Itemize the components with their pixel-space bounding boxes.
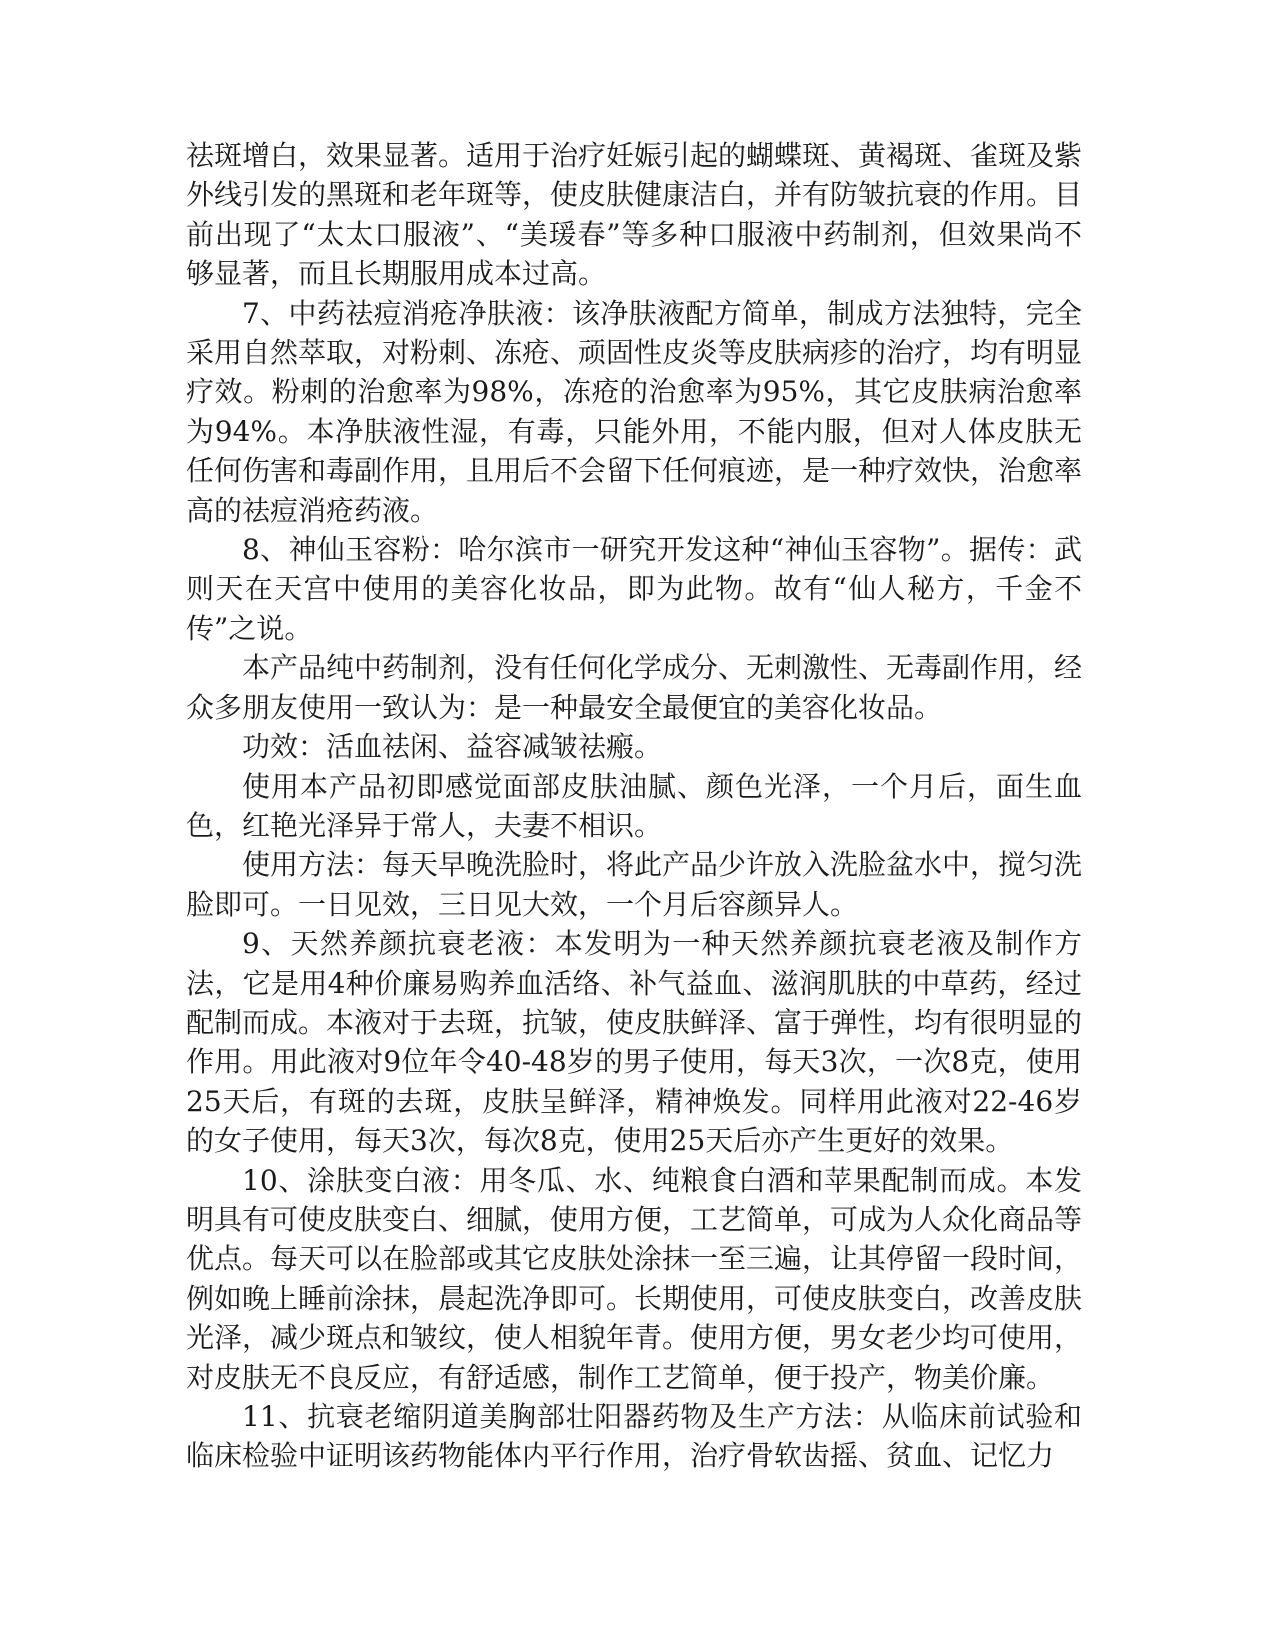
paragraph-usage-method: 使用方法：每天早晚洗脸时，将此产品少许放入洗脸盆水中，搅匀洗脸即可。一日见效，三日见大效，一个月后容颜异人。 <box>186 848 1083 921</box>
paragraph-item-8: 8、神仙玉容粉：哈尔滨市一研究开发这种“神仙玉容物”。据传：武则天在天宫中使用的美容化妆品，即为此物。故有“仙人秘方，千金不传”之说。 <box>186 533 1082 645</box>
paragraph-item-7: 7、中药祛痘消疮净肤液：该净肤液配方简单，制成方法独特，完全采用自然萃取，对粉刺、冻疮、顽固性皮炎等皮肤病疹的治疗，均有明显疗效。粉刺的治愈率为98%，冻疮的治愈率为95%，其它皮肤病治愈率为94%。本净肤液性湿，有毒，只能外用，不能内服，但对人体皮肤无任何伤害和毒副作用，且用后不会留下任何痕迹，是一种疗效快，治愈率高的祛痘消疮药液。 <box>186 296 1083 527</box>
paragraph-efficacy: 功效：活血祛闲、益容减皱祛瘢。 <box>242 730 663 764</box>
paragraph-item-11: 11、抗衰老缩阴道美胸部壮阳器药物及生产方法：从临床前试验和临床检验中证明该药物能体内平行作用，治疗骨软齿摇、贫血、记忆力 <box>186 1400 1082 1473</box>
paragraph-product-description: 本产品纯中药制剂，没有任何化学成分、无刺激性、无毒副作用，经众多朋友使用一致认为：是一种最安全最便宜的美容化妆品。 <box>186 651 1083 724</box>
paragraph-usage-effect: 使用本产品初即感觉面部皮肤油腻、颜色光泽，一个月后，面生血色，红艳光泽异于常人，夫妻不相识。 <box>186 769 1082 842</box>
document-page <box>186 136 1082 1476</box>
paragraph-item-9: 9、天然养颜抗衰老液：本发明为一种天然养颜抗衰老液及制作方法，它是用4种价廉易购养血活络、补气益血、滋润肌肤的中草药，经过配制而成。本液对于去斑，抗皱，使皮肤鲜泽、富于弹性，均有很明显的作用。用此液对9位年令40-48岁的男子使用，每天3次，一次8克，使用25天后，有斑的去斑，皮肤呈鲜泽，精神焕发。同样用此液对22-46岁的女子使用，每天3次，每次8克，使用25天后亦产生更好的效果。 <box>186 927 1083 1158</box>
paragraph-item-10: 10、涂肤变白液：用冬瓜、水、纯粮食白酒和苹果配制而成。本发明具有可使皮肤变白、细腻，使用方便，工艺简单，可成为人众化商品等优点。每天可以在脸部或其它皮肤处涂抹一至三遍，让其停留一段时间，例如晚上睡前涂抹，晨起洗净即可。长期使用，可使皮肤变白，改善皮肤光泽，减少斑点和皱纹，使人相貌年青。使用方便，男女老少均可使用，对皮肤无不良反应，有舒适感，制作工艺简单，便于投产，物美价廉。 <box>186 1163 1083 1394</box>
paragraph-continuation: 祛斑增白，效果显著。适用于治疗妊娠引起的蝴蝶斑、黄褐斑、雀斑及紫外线引发的黑斑和老年斑等，使皮肤健康洁白，并有防皱抗衰的作用。目前出现了“太太口服液”、“美瑗春”等多种口服液中药制剂，但效果尚不够显著，而且长期服用成本过高。 <box>186 139 1083 291</box>
